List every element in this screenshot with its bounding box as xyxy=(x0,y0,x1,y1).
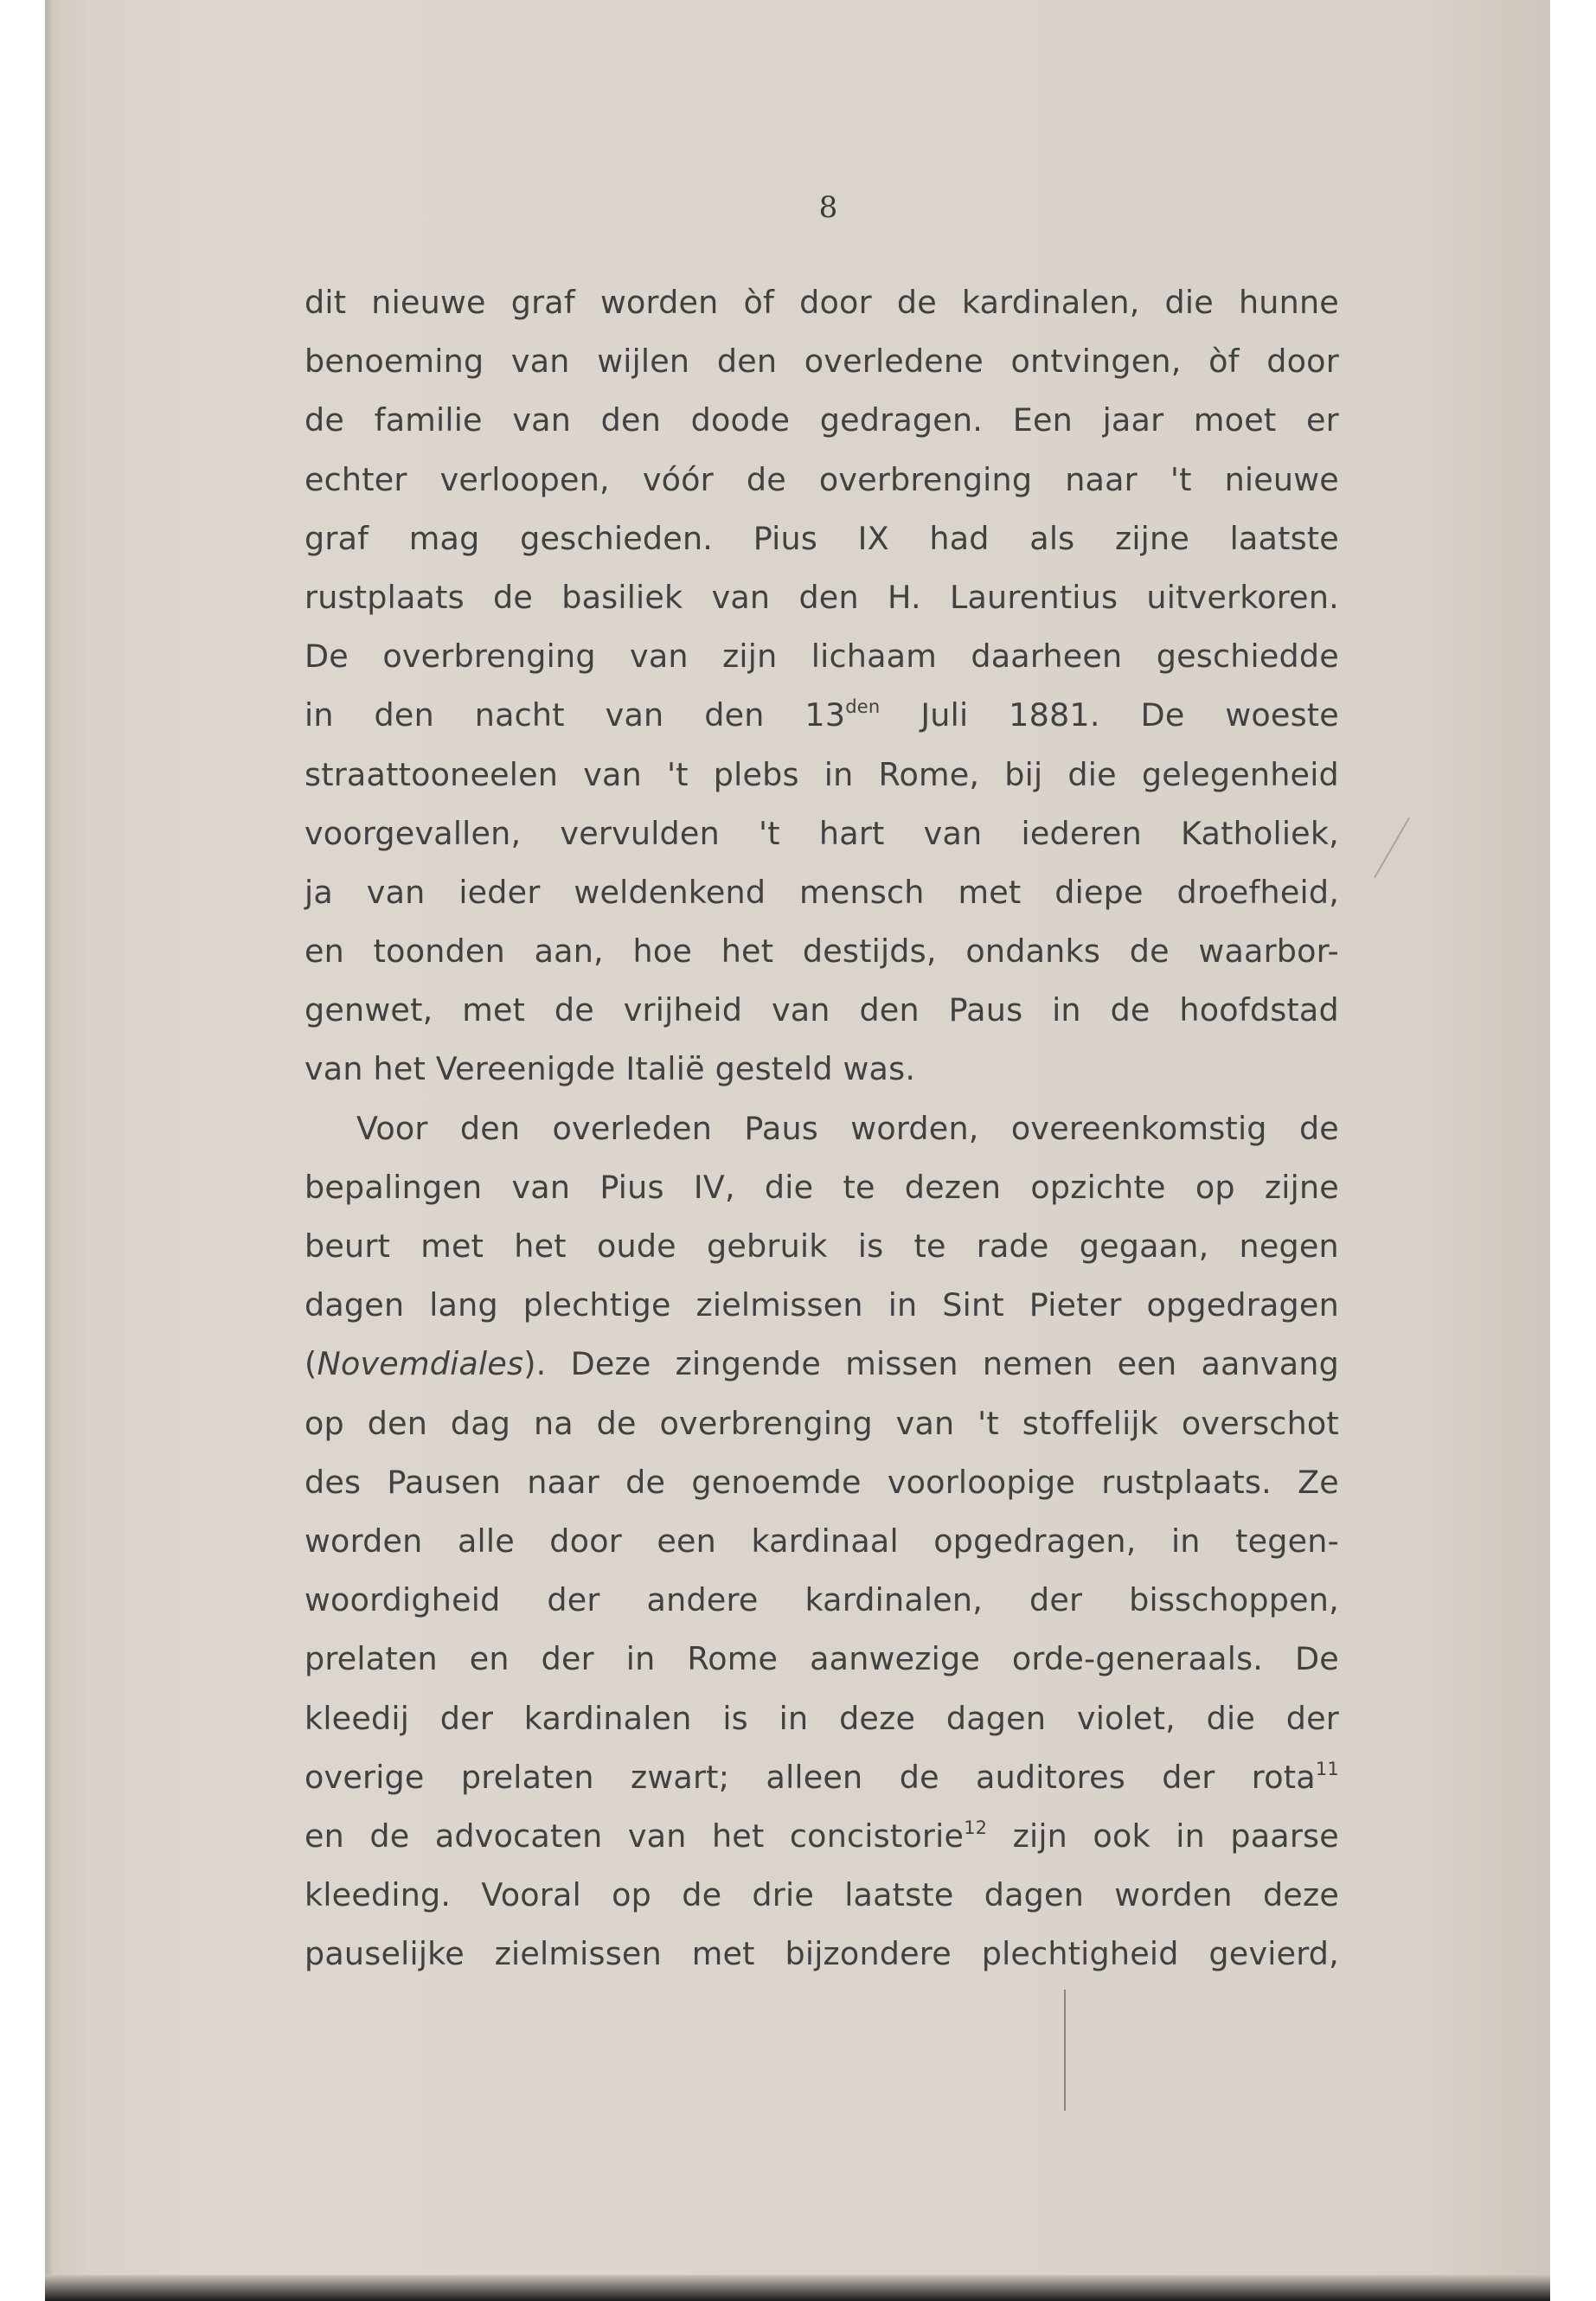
word: den xyxy=(798,578,859,616)
word: Vooral xyxy=(481,1876,581,1914)
word: straattooneelen xyxy=(304,755,559,793)
word: aanvang xyxy=(1201,1345,1339,1383)
word: rota$^{11}$ xyxy=(1251,1758,1339,1796)
word: hart xyxy=(818,814,885,852)
word: kardinalen, xyxy=(804,1581,984,1619)
word: ja xyxy=(304,873,333,911)
text-line xyxy=(304,1276,1339,1335)
text-line xyxy=(304,981,1339,1040)
word: wijlen xyxy=(597,343,690,381)
word: Sint xyxy=(942,1286,1004,1324)
word: aan, xyxy=(534,933,604,971)
word: ook xyxy=(1093,1817,1151,1855)
word: kleedij xyxy=(304,1699,410,1737)
word: in xyxy=(1052,991,1081,1029)
word: Pius xyxy=(753,519,818,557)
word: van het Vereenigde Italië gesteld was. xyxy=(304,1050,916,1088)
word: het xyxy=(711,1817,765,1855)
word: oude xyxy=(596,1227,676,1265)
word: rade xyxy=(976,1227,1049,1265)
text-line xyxy=(304,627,1339,686)
word: rustplaats. xyxy=(1101,1463,1272,1501)
word: zingende xyxy=(675,1345,822,1383)
italic-term: Novemdiales xyxy=(317,1345,524,1383)
word: plechtige xyxy=(522,1286,671,1324)
word: overbrenging xyxy=(382,638,596,676)
word: geschieden. xyxy=(520,519,714,557)
word: worden xyxy=(304,1522,423,1560)
word: zielmissen xyxy=(494,1935,662,1973)
word: Rome xyxy=(687,1640,779,1678)
word: door xyxy=(1266,343,1339,381)
word: van xyxy=(511,1168,571,1206)
word: plechtigheid xyxy=(981,1935,1179,1973)
word: òf xyxy=(743,284,775,321)
word: alle xyxy=(457,1522,515,1560)
text-line xyxy=(304,451,1339,510)
word: van xyxy=(771,991,830,1029)
word: genoemde xyxy=(691,1463,862,1501)
word: in xyxy=(625,1640,656,1678)
superscript: 11 xyxy=(1315,1758,1339,1779)
word: jaar xyxy=(1102,401,1164,439)
word: in xyxy=(779,1699,809,1737)
word: advocaten xyxy=(434,1817,603,1855)
word: van xyxy=(923,814,983,852)
word: Pausen xyxy=(387,1463,502,1501)
word: andere xyxy=(646,1581,759,1619)
word: dagen xyxy=(304,1286,405,1324)
word: lang xyxy=(429,1286,498,1324)
word: Voor xyxy=(356,1109,428,1147)
word: van xyxy=(630,638,689,676)
word: overleden xyxy=(552,1109,713,1147)
text-line xyxy=(304,1571,1339,1630)
word: en xyxy=(304,1817,344,1855)
word: dag xyxy=(450,1404,511,1442)
word: ieder xyxy=(458,873,541,911)
word: Deze xyxy=(570,1345,651,1383)
word: op xyxy=(612,1876,652,1914)
word: dit xyxy=(304,284,347,321)
word: gevierd, xyxy=(1208,1935,1339,1973)
word: in xyxy=(1170,1522,1201,1560)
word: bepalingen xyxy=(304,1168,483,1206)
text-line xyxy=(304,1394,1339,1453)
word: woordigheid xyxy=(304,1581,501,1619)
word: hunne xyxy=(1238,284,1339,321)
word: der xyxy=(439,1699,494,1737)
word: missen xyxy=(845,1345,958,1383)
word: mensch xyxy=(799,873,925,911)
word: zijn xyxy=(1012,1817,1068,1855)
text-line xyxy=(304,1099,1339,1158)
word: stoffelijk xyxy=(1022,1404,1159,1442)
word: destijds, xyxy=(802,933,937,971)
word: den xyxy=(600,401,662,439)
word: plebs xyxy=(713,755,799,793)
word: nemen xyxy=(982,1345,1093,1383)
text-line xyxy=(304,746,1339,804)
word: in xyxy=(1176,1817,1205,1855)
word: waarbor- xyxy=(1198,933,1339,971)
word: Pius xyxy=(599,1168,664,1206)
word: er xyxy=(1306,401,1339,439)
word: opgedragen xyxy=(1146,1286,1339,1324)
word: gedragen. xyxy=(819,401,984,439)
word: van xyxy=(510,343,570,381)
word: 't xyxy=(759,814,780,852)
word: tegen- xyxy=(1235,1522,1339,1560)
word: die xyxy=(764,1168,814,1206)
word: overledene xyxy=(804,343,984,381)
word: de xyxy=(369,1817,410,1855)
word: Ze xyxy=(1298,1463,1339,1501)
word: Een xyxy=(1012,401,1073,439)
word: $13^{den}$ xyxy=(804,696,881,734)
paragraph-2 xyxy=(304,1099,1339,1984)
word: De xyxy=(304,638,349,676)
word: vrijheid xyxy=(623,991,743,1029)
text-line xyxy=(304,1689,1339,1748)
text-line xyxy=(304,273,1339,332)
word: worden, xyxy=(850,1109,979,1147)
word: worden xyxy=(599,284,719,321)
text-line xyxy=(304,1866,1339,1925)
word: voorgevallen, xyxy=(304,814,522,852)
word: overbrenging xyxy=(659,1404,873,1442)
word: familie xyxy=(374,401,483,439)
word: in xyxy=(824,755,854,793)
word: der xyxy=(1285,1699,1339,1737)
word: vóór xyxy=(642,460,714,498)
word: van xyxy=(711,578,771,616)
word: violet, xyxy=(1076,1699,1176,1737)
word: de xyxy=(625,1463,666,1501)
word: overige xyxy=(304,1758,425,1796)
word: op xyxy=(304,1404,344,1442)
word: de xyxy=(746,460,786,498)
word: bisschoppen, xyxy=(1129,1581,1339,1619)
word: opgedragen, xyxy=(933,1522,1137,1560)
text-line xyxy=(304,1453,1339,1512)
word: daarheen xyxy=(971,638,1123,676)
word: Laurentius xyxy=(949,578,1118,616)
word: de xyxy=(596,1404,637,1442)
word: verloopen, xyxy=(439,460,610,498)
word: de xyxy=(493,578,534,616)
word: der xyxy=(1162,1758,1215,1796)
word: en xyxy=(304,933,344,971)
word: den xyxy=(859,991,920,1029)
word: graf xyxy=(510,284,575,321)
word: H. xyxy=(887,578,921,616)
word: het xyxy=(721,933,774,971)
word: 't xyxy=(1170,460,1192,498)
word: auditores xyxy=(976,1758,1125,1796)
word: mag xyxy=(408,519,480,557)
text-line xyxy=(304,804,1339,863)
word: zielmissen xyxy=(695,1286,863,1324)
word: die xyxy=(1206,1699,1256,1737)
page-number: 8 xyxy=(818,190,838,225)
word: (Novemdiales). xyxy=(304,1345,547,1383)
word: overschot xyxy=(1181,1404,1339,1442)
word: der xyxy=(547,1581,600,1619)
word: Paus xyxy=(948,991,1023,1029)
word: gebruik xyxy=(706,1227,828,1265)
text-line xyxy=(304,863,1339,922)
word: laatste xyxy=(1229,519,1339,557)
word: van xyxy=(366,873,426,911)
word: laatste xyxy=(844,1876,954,1914)
text-line xyxy=(304,1630,1339,1689)
word: na xyxy=(533,1404,574,1442)
word: de xyxy=(554,991,594,1029)
word: een xyxy=(1117,1345,1177,1383)
word: Rome, xyxy=(878,755,980,793)
word: kardinalen, xyxy=(961,284,1140,321)
word: zijne xyxy=(1114,519,1189,557)
word: deze xyxy=(839,1699,916,1737)
pencil-mark xyxy=(1064,1990,1066,2111)
word: met xyxy=(691,1935,755,1973)
word: den xyxy=(716,343,778,381)
word: de xyxy=(1298,1109,1339,1147)
word: overbrenging xyxy=(818,460,1033,498)
word: prelaten xyxy=(460,1758,594,1796)
word: dagen xyxy=(945,1699,1047,1737)
word: den xyxy=(367,1404,428,1442)
word: de xyxy=(304,401,345,439)
word: hoe xyxy=(632,933,693,971)
word: van xyxy=(605,696,664,734)
word: orde-generaals. xyxy=(1011,1640,1264,1678)
word: van xyxy=(512,401,572,439)
word: dezen xyxy=(904,1168,1002,1206)
word: aanwezige xyxy=(810,1640,980,1678)
word: ondanks xyxy=(965,933,1101,971)
text-line xyxy=(304,510,1339,568)
page-edge-shadow xyxy=(45,0,54,2301)
word: voorloopige xyxy=(887,1463,1076,1501)
word: De xyxy=(1295,1640,1339,1678)
text-line xyxy=(304,1040,1339,1099)
word: de xyxy=(1110,991,1151,1029)
text-line xyxy=(304,568,1339,627)
word: beurt xyxy=(304,1227,391,1265)
word: gelegenheid xyxy=(1141,755,1339,793)
word: benoeming xyxy=(304,343,484,381)
word: te xyxy=(843,1168,875,1206)
word: het xyxy=(514,1227,567,1265)
word: iederen xyxy=(1021,814,1142,852)
word: een xyxy=(657,1522,717,1560)
word: door xyxy=(549,1522,622,1560)
word: had xyxy=(929,519,990,557)
text-line xyxy=(304,332,1339,391)
word: in xyxy=(888,1286,918,1324)
text-line xyxy=(304,391,1339,450)
word: basiliek xyxy=(561,578,683,616)
word: van xyxy=(583,755,642,793)
word: der xyxy=(541,1640,594,1678)
word: als xyxy=(1029,519,1075,557)
word: nieuwe xyxy=(1224,460,1339,498)
word: nacht xyxy=(474,696,565,734)
superscript: den xyxy=(845,696,881,718)
word: woeste xyxy=(1225,696,1339,734)
word: overeenkomstig xyxy=(1010,1109,1267,1147)
word: concistorie$^{12}$ xyxy=(789,1817,988,1855)
word: 't xyxy=(977,1404,999,1442)
word: van xyxy=(895,1404,955,1442)
word: is xyxy=(722,1699,748,1737)
word: de xyxy=(899,1758,939,1796)
word: De xyxy=(1140,696,1185,734)
text-line xyxy=(304,1512,1339,1571)
word: Paus xyxy=(744,1109,819,1147)
body-text xyxy=(304,273,1339,1984)
word: vervulden xyxy=(560,814,720,852)
text-line xyxy=(304,1158,1339,1217)
word: uitverkoren. xyxy=(1146,578,1339,616)
word: met xyxy=(958,873,1022,911)
word: Pieter xyxy=(1029,1286,1122,1324)
word: paarse xyxy=(1230,1817,1339,1855)
word: zwart; xyxy=(631,1758,730,1796)
word: te xyxy=(913,1227,946,1265)
word: genwet, xyxy=(304,991,433,1029)
word: rustplaats xyxy=(304,578,465,616)
word: in xyxy=(304,696,334,734)
word: die xyxy=(1164,284,1214,321)
word: hoofdstad xyxy=(1179,991,1339,1029)
paragraph-1 xyxy=(304,273,1339,1099)
word: weldenkend xyxy=(574,873,766,911)
word: doode xyxy=(690,401,791,439)
word: toonden xyxy=(373,933,505,971)
word: den xyxy=(459,1109,521,1147)
word: negen xyxy=(1239,1227,1339,1265)
word: naar xyxy=(527,1463,599,1501)
word: diepe xyxy=(1054,873,1144,911)
word: deze xyxy=(1262,1876,1339,1914)
word: kleeding. xyxy=(304,1876,452,1914)
word: zijn xyxy=(722,638,778,676)
word: op xyxy=(1195,1168,1235,1206)
word: is xyxy=(857,1227,884,1265)
word: met xyxy=(462,991,526,1029)
word: drie xyxy=(752,1876,814,1914)
word: IV, xyxy=(693,1168,735,1206)
word: echter xyxy=(304,460,407,498)
word: graf xyxy=(304,519,369,557)
word: met xyxy=(420,1227,484,1265)
word: kardinaal xyxy=(751,1522,899,1560)
word: bij xyxy=(1004,755,1043,793)
text-line xyxy=(304,1807,1339,1866)
word: droefheid, xyxy=(1176,873,1339,911)
page-bottom-edge xyxy=(45,2275,1550,2301)
text-line xyxy=(304,686,1339,745)
text-line xyxy=(304,1217,1339,1276)
word: nieuwe xyxy=(371,284,486,321)
word: ontvingen, xyxy=(1010,343,1182,381)
word: moet xyxy=(1193,401,1277,439)
word: des xyxy=(304,1463,362,1501)
word: de xyxy=(1129,933,1170,971)
word: IX xyxy=(857,519,889,557)
word: de xyxy=(682,1876,722,1914)
word: de xyxy=(896,284,937,321)
word: den xyxy=(374,696,434,734)
word: worden xyxy=(1114,1876,1233,1914)
word: gegaan, xyxy=(1079,1227,1209,1265)
word: den xyxy=(704,696,765,734)
word: door xyxy=(799,284,872,321)
text-line xyxy=(304,922,1339,981)
word: en xyxy=(469,1640,510,1678)
word: lichaam xyxy=(811,638,937,676)
text-line xyxy=(304,1925,1339,1984)
word: opzichte xyxy=(1030,1168,1166,1206)
word: van xyxy=(627,1817,687,1855)
word: dagen xyxy=(984,1876,1085,1914)
word: zijne xyxy=(1264,1168,1339,1206)
word: 1881. xyxy=(1009,696,1100,734)
text-line xyxy=(304,1335,1339,1394)
word: pauselijke xyxy=(304,1935,465,1973)
word: alleen xyxy=(766,1758,863,1796)
word: 't xyxy=(666,755,689,793)
word: prelaten xyxy=(304,1640,438,1678)
word: òf xyxy=(1208,343,1240,381)
word: Katholiek, xyxy=(1181,814,1339,852)
word: bijzondere xyxy=(785,1935,952,1973)
word: naar xyxy=(1065,460,1138,498)
word: der xyxy=(1029,1581,1083,1619)
text-line xyxy=(304,1748,1339,1807)
word: die xyxy=(1067,755,1117,793)
word: kardinalen xyxy=(523,1699,692,1737)
word: geschiedde xyxy=(1156,638,1339,676)
superscript: 12 xyxy=(964,1817,988,1838)
word: Juli xyxy=(920,696,969,734)
